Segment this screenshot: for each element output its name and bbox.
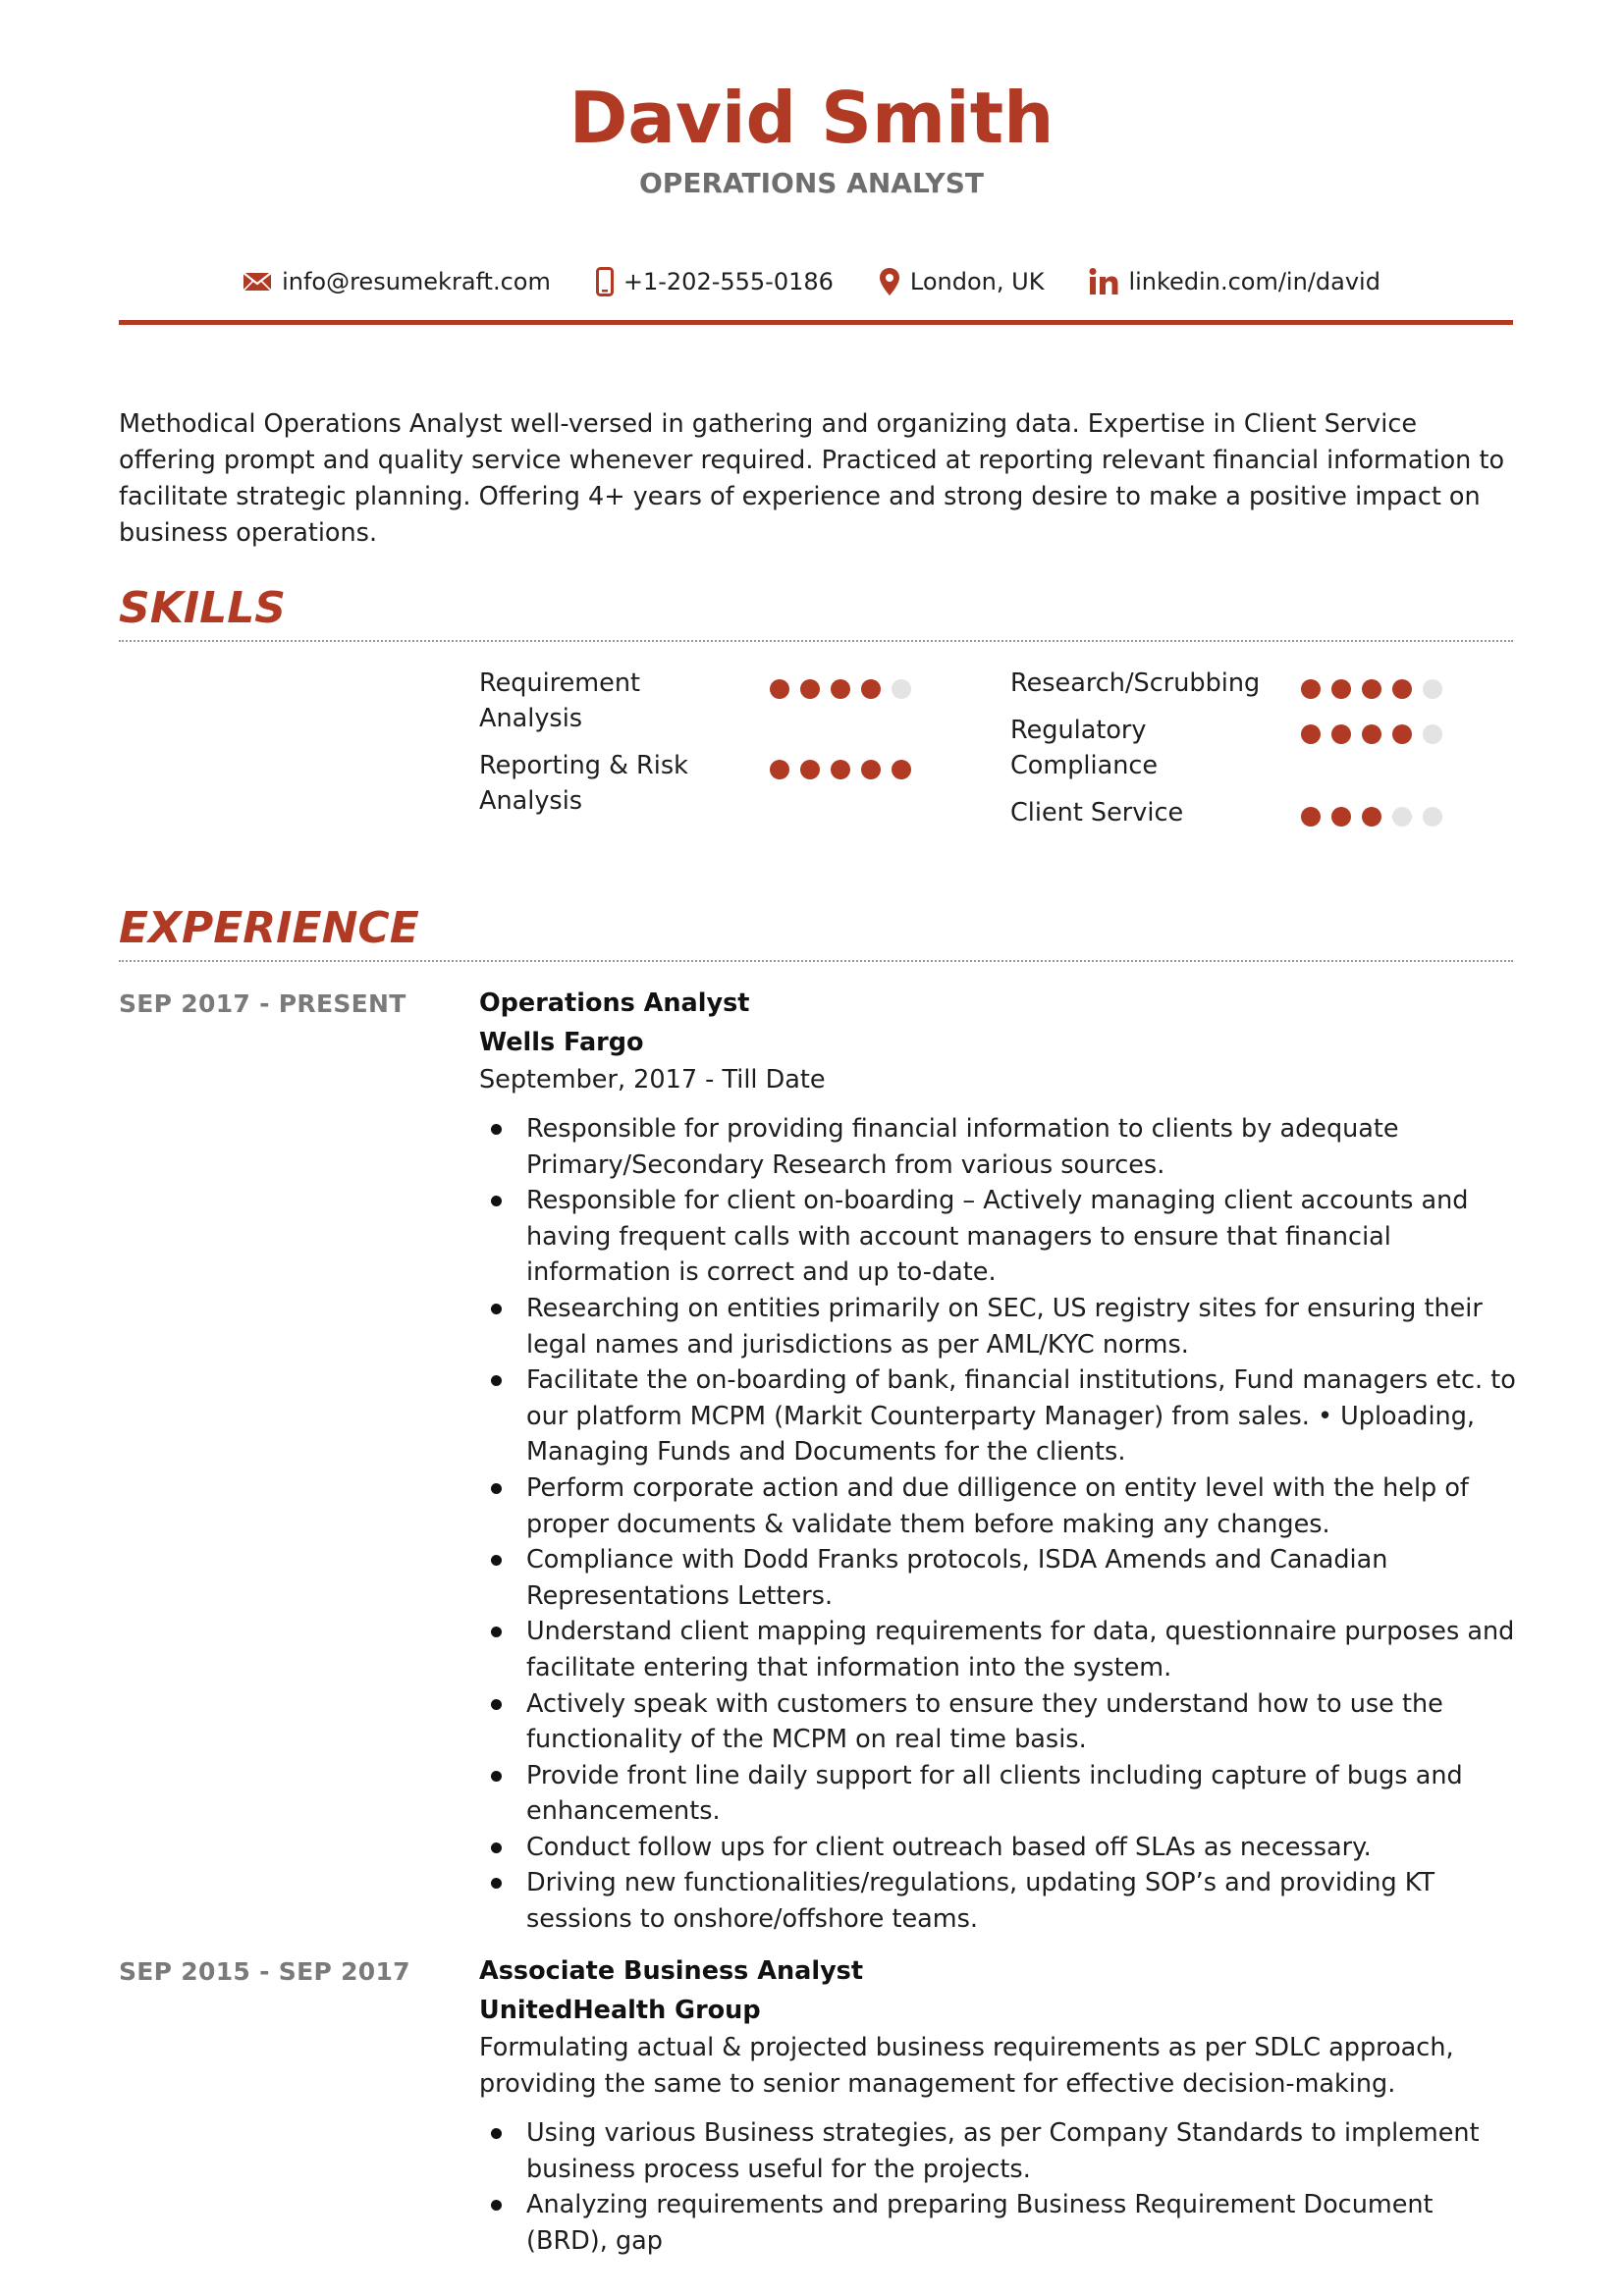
job-bullet-text: Researching on entities primarily on SEC, US registry sites for ensuring their legal names and jurisdictions as per AML/KYC norms. — [526, 1293, 1483, 1360]
rating-dot-filled — [892, 760, 911, 779]
bullet-dot-icon — [491, 2128, 502, 2139]
job-entry — [479, 1951, 1520, 2259]
skill-label: Research/Scrubbing — [1010, 668, 1261, 698]
job-dates: SEP 2017 - PRESENT — [119, 989, 406, 1018]
rating-dot-filled — [831, 760, 850, 779]
job-bullet — [479, 1470, 1520, 1542]
job-bullet-text: Perform corporate action and due dilligence on entity level with the help of proper documents & validate them before making any changes. — [526, 1472, 1469, 1539]
rating-dot-filled — [861, 679, 881, 699]
rating-dot-filled — [1392, 679, 1412, 699]
rating-dot-filled — [800, 679, 820, 699]
skills-divider — [119, 640, 1513, 642]
rating-dot-filled — [770, 760, 789, 779]
job-bullets — [479, 1111, 1520, 1938]
rating-dot-filled — [1301, 679, 1321, 699]
job-bullet — [479, 1865, 1520, 1937]
skill-label: Regulatory Compliance — [1010, 716, 1159, 780]
bullet-dot-icon — [491, 1196, 502, 1206]
job-bullet-text: Driving new functionalities/regulations, updating SOP’s and providing KT sessions to onshore/offshore teams. — [526, 1868, 1435, 1935]
job-bullet-text: Responsible for client on-boarding – Actively managing client accounts and having frequent calls with account managers to ensure that financial information is correct and up to-date. — [526, 1186, 1469, 1288]
email-icon — [243, 271, 272, 293]
rating-dot-filled — [1362, 807, 1381, 827]
rating-dot-empty — [1423, 807, 1442, 827]
job-bullet — [479, 2187, 1520, 2259]
candidate-name: David Smith — [568, 77, 1055, 159]
phone-icon — [596, 267, 614, 296]
job-company: Wells Fargo — [479, 1028, 644, 1057]
job-dates: SEP 2015 - SEP 2017 — [119, 1957, 410, 1986]
rating-dot-filled — [1301, 724, 1321, 744]
rating-dot-filled — [800, 760, 820, 779]
job-bullet — [479, 2115, 1520, 2187]
rating-dot-empty — [1423, 724, 1442, 744]
bullet-dot-icon — [491, 1483, 502, 1494]
job-bullet — [479, 1686, 1520, 1758]
job-bullets — [479, 2115, 1520, 2259]
rating-dot-filled — [1392, 724, 1412, 744]
job-description: September, 2017 - Till Date — [479, 1065, 826, 1095]
rating-dot-empty — [892, 679, 911, 699]
job-bullet-text: Responsible for providing financial information to clients by adequate Primary/Secondary Research from various sources. — [526, 1114, 1399, 1180]
job-bullet — [479, 1614, 1520, 1685]
candidate-role: OPERATIONS ANALYST — [639, 167, 984, 199]
contact-bar — [0, 267, 1623, 296]
rating-dot-filled — [1331, 679, 1351, 699]
rating-dot-filled — [1331, 807, 1351, 827]
bullet-dot-icon — [491, 2200, 502, 2211]
linkedin-text: linkedin.com/in/david — [1128, 268, 1380, 295]
job-bullet — [479, 1542, 1520, 1614]
rating-dot-filled — [831, 679, 850, 699]
skill-label: Reporting & Risk Analysis — [479, 751, 688, 816]
skill-rating — [770, 760, 911, 779]
job-bullet-text: Analyzing requirements and preparing Business Requirement Document (BRD), gap — [526, 2190, 1434, 2256]
job-title: Operations Analyst — [479, 988, 750, 1018]
rating-dot-filled — [861, 760, 881, 779]
rating-dot-filled — [770, 679, 789, 699]
contact-phone[interactable] — [596, 267, 834, 296]
contact-linkedin[interactable] — [1089, 267, 1380, 296]
skill-rating — [1301, 724, 1442, 744]
job-bullet — [479, 1183, 1520, 1291]
rating-dot-filled — [1331, 724, 1351, 744]
job-bullet — [479, 1111, 1520, 1183]
bullet-dot-icon — [491, 1771, 502, 1782]
skill-label: Requirement Analysis — [479, 668, 640, 733]
bullet-dot-icon — [491, 1124, 502, 1135]
rating-dot-filled — [1362, 724, 1381, 744]
bullet-dot-icon — [491, 1555, 502, 1566]
job-bullet — [479, 1291, 1520, 1362]
job-bullet — [479, 1830, 1520, 1866]
job-bullet-text: Using various Business strategies, as per Company Standards to implement business process useful for the projects. — [526, 2118, 1480, 2184]
bullet-dot-icon — [491, 1699, 502, 1710]
header-divider — [119, 320, 1513, 325]
profile-summary: Methodical Operations Analyst well-versed in gathering and organizing data. Expertise in Client Service offering prompt and quality service whenever required. Practiced at reporting relevant financial information to facilitate strategic planning. Offering 4+ years of experience and strong desire to make a positive impact on business operations. — [119, 409, 1505, 548]
skill-rating — [1301, 679, 1442, 699]
job-title: Associate Business Analyst — [479, 1956, 864, 1986]
email-text: info@resumekraft.com — [282, 268, 551, 295]
skill-rating — [1301, 807, 1442, 827]
phone-text: +1-202-555-0186 — [622, 268, 834, 295]
job-description: Formulating actual & projected business requirements as per SDLC approach, providing the same to senior management for effective decision-making. — [479, 2033, 1454, 2099]
skill-label: Client Service — [1010, 798, 1184, 828]
job-bullet-text: Actively speak with customers to ensure they understand how to use the functionality of the MCPM on real time basis. — [526, 1688, 1443, 1755]
linkedin-icon — [1089, 268, 1118, 295]
experience-heading: EXPERIENCE — [119, 903, 419, 953]
bullet-dot-icon — [491, 1878, 502, 1889]
rating-dot-empty — [1392, 807, 1412, 827]
experience-divider — [119, 960, 1513, 962]
job-bullet-text: Facilitate the on-boarding of bank, financial institutions, Fund managers etc. to our platform MCPM (Markit Counterparty Manager) from sales. • Uploading, Managing Funds and Documents for the clients. — [526, 1365, 1516, 1468]
job-entry — [479, 984, 1520, 1938]
contact-location — [879, 267, 1045, 296]
job-company: UnitedHealth Group — [479, 1996, 761, 2025]
job-bullet-text: Understand client mapping requirements for data, questionnaire purposes and facilitate entering that information into the system. — [526, 1617, 1515, 1682]
job-bullet — [479, 1758, 1520, 1830]
skills-heading: SKILLS — [119, 583, 286, 633]
job-bullet — [479, 1362, 1520, 1470]
location-pin-icon — [879, 267, 900, 296]
contact-email[interactable] — [243, 267, 551, 296]
bullet-dot-icon — [491, 1375, 502, 1386]
job-bullet-text: Conduct follow ups for client outreach based off SLAs as necessary. — [526, 1832, 1372, 1862]
rating-dot-filled — [1301, 807, 1321, 827]
location-text: London, UK — [909, 268, 1045, 295]
bullet-dot-icon — [491, 1842, 502, 1853]
rating-dot-empty — [1423, 679, 1442, 699]
job-bullet-text: Compliance with Dodd Franks protocols, ISDA Amends and Canadian Representations Letters. — [526, 1545, 1388, 1611]
rating-dot-filled — [1362, 679, 1381, 699]
bullet-dot-icon — [491, 1304, 502, 1314]
job-bullet-text: Provide front line daily support for all clients including capture of bugs and enhancements. — [526, 1760, 1463, 1827]
skill-rating — [770, 679, 911, 699]
bullet-dot-icon — [491, 1627, 502, 1637]
